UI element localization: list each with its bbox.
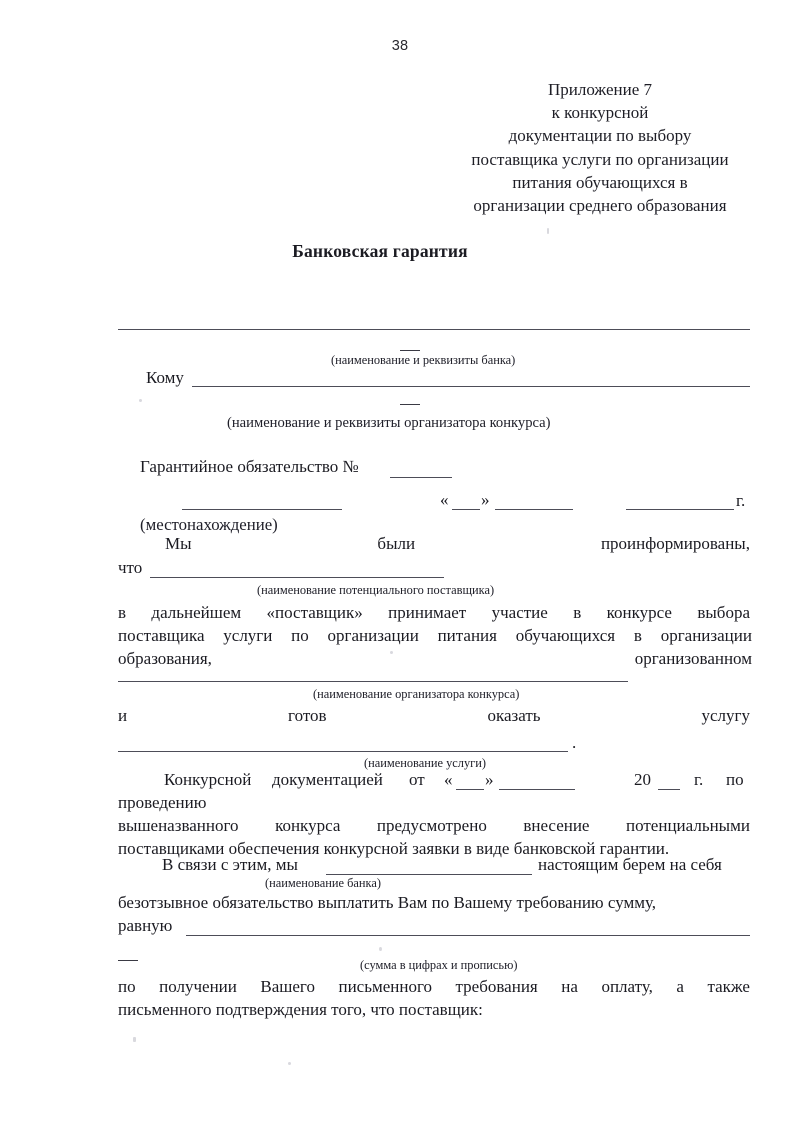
receipt-line-1 (118, 977, 750, 997)
word: готов (288, 706, 327, 725)
reference-line-5: питания обучающихся в (512, 172, 688, 192)
recipient-label: Кому (146, 368, 184, 387)
page-title: Банковская гарантия (292, 241, 468, 261)
word: в (633, 626, 642, 645)
service-name-caption: (наименование услуги) (364, 756, 487, 770)
date-year-suffix: г. (736, 491, 746, 510)
amount-caption: (сумма в цифрах и прописью) (360, 958, 518, 972)
word: питания (437, 626, 497, 645)
word: в (573, 603, 582, 622)
supplier-name-caption: (наименование потенциального поставщика) (257, 583, 495, 597)
reference-line-2: к конкурсной (551, 103, 649, 123)
date-open-quote: « (440, 490, 449, 509)
ready-row (118, 706, 750, 726)
bank-name-blank[interactable] (326, 874, 532, 875)
word: организованном (634, 649, 752, 668)
bank-details-caption: (наименование и реквизиты банка) (331, 353, 516, 367)
word: услугу (701, 706, 750, 725)
obligation-line-3-label: равную (118, 916, 173, 935)
docs-word-konkursnoy: Конкурсной (164, 770, 252, 789)
docs-year-suffix: г. (694, 770, 704, 789)
word: оказать (487, 706, 541, 725)
service-name-blank[interactable] (118, 751, 568, 752)
amount-caption-tick (118, 960, 138, 961)
participation-line-3 (118, 649, 752, 669)
participation-line-2 (118, 626, 752, 646)
scan-speck (379, 947, 382, 951)
service-period: . (572, 733, 577, 752)
word: оплату, (601, 977, 653, 996)
organizer-caption-tick (400, 404, 420, 405)
docs-word-ot: от (409, 770, 425, 789)
word: требования (455, 977, 538, 996)
docs-year-blank[interactable] (658, 789, 680, 790)
word: услуги (223, 626, 273, 645)
informed-word-2: были (377, 534, 416, 553)
word: на (561, 977, 578, 996)
word: дальнейшем (151, 603, 242, 622)
date-month-blank[interactable] (495, 509, 573, 510)
word: организации (660, 626, 752, 645)
word: «поставщик» (266, 603, 363, 622)
docs-line-3 (118, 816, 750, 836)
date-close-quote: » (481, 490, 490, 509)
organizer-name-blank[interactable] (118, 681, 628, 682)
docs-word-dokumentatsiey: документацией (272, 770, 383, 789)
docs-date-close-quote: » (485, 770, 494, 789)
word: вышеназванного (118, 816, 239, 835)
word: обучающихся (515, 626, 616, 645)
word: принимает (388, 603, 467, 622)
organizer-details-caption: (наименование и реквизиты организатора конкурса) (227, 415, 551, 431)
word: образования, (118, 649, 212, 668)
receipt-line-2: письменного подтверждения того, что поставщик: (118, 1000, 483, 1019)
word: а (676, 977, 684, 996)
supplier-name-blank[interactable] (150, 577, 444, 578)
word: по (118, 977, 136, 996)
word: поставщика (118, 626, 205, 645)
word: участие (491, 603, 548, 622)
docs-year-prefix: 20 (634, 770, 651, 789)
page-number: 38 (391, 38, 409, 54)
docs-date-open-quote: « (444, 770, 453, 789)
recipient-blank[interactable] (192, 386, 750, 387)
docs-line-2: проведению (118, 793, 207, 812)
date-year-blank[interactable] (626, 509, 734, 510)
word: предусмотрено (376, 816, 487, 835)
location-blank[interactable] (182, 509, 342, 510)
word: письменного (338, 977, 433, 996)
obligation-line-1-suffix: настоящим берем на себя (538, 855, 722, 874)
bank-name-caption: (наименование банка) (265, 876, 381, 890)
word: и (118, 706, 128, 725)
bank-details-blank[interactable] (118, 329, 750, 330)
organizer-name-caption: (наименование организатора конкурса) (313, 687, 520, 701)
scan-speck (547, 228, 549, 234)
word: получении (159, 977, 237, 996)
obligation-line-1-prefix: В связи с этим, мы (162, 855, 298, 874)
docs-word-po: по (726, 770, 744, 789)
word: выбора (697, 603, 750, 622)
that-label: что (118, 558, 143, 577)
guarantee-number-label: Гарантийное обязательство № (140, 457, 359, 476)
guarantee-number-blank[interactable] (390, 477, 452, 478)
date-day-blank[interactable] (452, 509, 480, 510)
word: по (291, 626, 309, 645)
word: внесение (523, 816, 590, 835)
appendix-reference-block (430, 78, 770, 217)
word: потенциальными (626, 816, 750, 835)
amount-blank[interactable] (186, 935, 750, 936)
informed-row (165, 534, 750, 554)
word: также (707, 977, 750, 996)
word: конкурса (275, 816, 341, 835)
docs-date-month-blank[interactable] (499, 789, 575, 790)
word: в (118, 603, 127, 622)
reference-line-6: организации среднего образования (473, 196, 727, 216)
informed-word-1: Мы (165, 534, 192, 553)
scan-speck (133, 1037, 136, 1042)
reference-line-4: поставщика услуги по организации (471, 149, 729, 169)
word: организации (327, 626, 419, 645)
scan-speck (390, 651, 393, 654)
bank-caption-tick (400, 350, 420, 351)
informed-word-3: проинформированы, (600, 534, 750, 553)
scan-speck (288, 1062, 291, 1065)
docs-date-day-blank[interactable] (456, 789, 484, 790)
scan-speck (139, 399, 142, 402)
reference-line-1: Приложение 7 (548, 80, 652, 99)
word: конкурсе (606, 603, 672, 622)
reference-line-3: документации по выбору (508, 126, 692, 146)
docs-line-4: поставщиками обеспечения конкурсной заявки в виде банковской гарантии. (118, 839, 670, 858)
word: Вашего (260, 977, 315, 996)
participation-line-1 (118, 603, 750, 623)
location-caption: (местонахождение) (140, 515, 278, 534)
obligation-line-2: безотзывное обязательство выплатить Вам по Вашему требованию сумму, (118, 893, 657, 912)
